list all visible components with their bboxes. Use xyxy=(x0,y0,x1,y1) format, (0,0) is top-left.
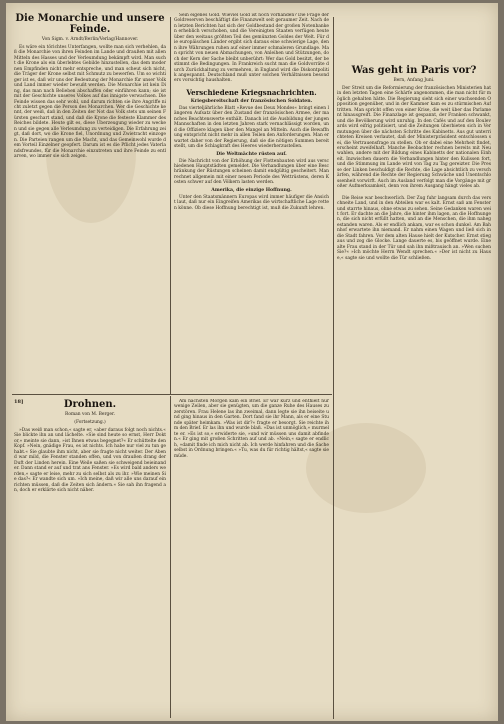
serial-continued: (Fortsetzung.) xyxy=(74,420,106,425)
serial-byline: Roman von M. Berger. xyxy=(65,412,115,417)
serial-body: Die Reise war beschwerlich. Der Zug fuhr langsam durch das verschneite Land, und in den Abteilen war es kalt. Ernst saß am Fenster und starrte hinaus, ohne etwas zu sehen. Seine Gedanken waren weit fort. Er dachte an die Jahre, die hinter ihm lagen, an die Hoffnungen, die sich nicht erfüllt hatten, und an die Menschen, die ihm nahegestanden waren. Als er endlich ankam, war es schon dunkel. Am Bahnhof erwartete ihn niemand. Er nahm einen Wagen und ließ sich in die Stadt fahren. Vor dem alten Hause hielt der Kutscher. Ernst stieg aus und zog die Glocke. Lange dauerte es, bis geöffnet wurde. Eine alte Frau stand in der Tür und sah ihn mißtrauisch an. »Wen suchen Sie?« »Ich möchte Herrn Wendt sprechen.« »Der ist nicht zu Hause,« sagte sie und wollte die Tür schließen. xyxy=(337,195,491,261)
article-body: Sein eigenes Gold. Wieviel Gold ist noch vorhanden? Die Frage der Goldreserven beschäftigt die Finanzwelt seit geraumer Zeit. Nach den letzten Berichten hat sich der Goldbestand der großen Notenbanken erheblich verschoben, und die Vereinigten Staaten verfügen heute über den weitaus größten Teil des gemünzten Goldes der Welt. Für die europäischen Länder ergibt sich daraus eine schwierige Lage, denn ihre Währungen ruhen auf einer immer schmaleren Grundlage. Man spricht von neuen Abmachungen, von Anleihen und Stützungen, doch der Kern der Sache bleibt unberührt: Wer das Gold besitzt, der bestimmt die Bedingungen. In Frankreich sucht man die Goldvorräte durch Zurückhaltung zu vermehren, in England wird die Diskontpolitik angespannt. Deutschland muß unter solchen Verhältnissen besonders vorsichtig haushalten. xyxy=(174,13,329,84)
serial-body: Am nächsten Morgen kam ein Brief. Er war kurz und enthielt nur wenige Zeilen, aber sie genügten, um die ganze Ruhe des Hauses zu zerstören. Frau Helene las ihn zweimal, dann legte sie ihn beiseite und ging hinaus in den Garten. Dort fand sie ihr Mann, als er eine Stunde später heimkam. »Was ist dir?« fragte er besorgt. Sie reichte ihm den Brief. Er las ihn und wurde blaß. »Das ist unmöglich,« murmelte er. »Es ist so,« erwiderte sie, »und wir müssen uns damit abfinden.« Er ging mit großen Schritten auf und ab. »Nein,« sagte er endlich, »damit finde ich mich nicht ab. Ich werde hinfahren und die Sache selbst in Ordnung bringen.« »Tu, was du für richtig hältst,« sagte sie müde. xyxy=(174,399,329,459)
article-byline: Von Sigm. v. Arndt/Berlin/Verlag/Hannover. xyxy=(41,37,139,42)
serial-drohnen-cont xyxy=(174,399,329,717)
article-headline: Was geht in Paris vor? xyxy=(351,65,477,76)
article-byline: Bern, Anfang Juni. xyxy=(393,78,435,83)
column-rule xyxy=(170,396,171,718)
article-paris xyxy=(337,13,491,715)
article-kicker: Die Weltmächte rüsten auf. xyxy=(216,151,287,157)
section-rule xyxy=(12,394,332,395)
newspaper-page xyxy=(6,3,498,721)
article-body: Die Nachricht von der Erhöhung der Flottenbauten wird aus verschiedenen Hauptstädten gemeldet. Die Verhandlungen über eine Beschränkung der Rüstungen scheinen damit endgültig gescheitert. Man rechnet allgemein mit einer neuen Periode des Wettrüstens, deren Kosten schwer auf den Völkern lasten werden. xyxy=(174,158,329,186)
serial-headline: Drohnen. xyxy=(63,399,117,410)
serial-number: 18] xyxy=(14,399,24,405)
serial-body: »Das weiß man schon,« sagte er, »aber daraus folgt noch nichts.« Sie blickte ihn an und lächelte. »Sie sind heute so ernst, Herr Doktor,« meinte sie dann, »ist Ihnen etwas begegnet?« Er schüttelte den Kopf. »Nein, gnädige Frau, es ist nichts. Ich habe nur viel zu tun gehabt.« Sie glaubte ihm nicht, aber sie fragte nicht weiter. Der Abend war mild, die Fenster standen offen, und von draußen drang der Duft der Linden herein. Eine Weile saßen sie schweigend beieinander. Dann stand er auf und trat ans Fenster. »Es wird bald anders werden,« sagte er leise, mehr zu sich selbst als zu ihr. »Wie meinen Sie das?« Er wandte sich um. »Ich meine, daß wir alle uns darauf einrichten müssen, daß die Zeiten sich ändern.« Sie sah ihn fragend an, doch er erklärte sich nicht näher. xyxy=(14,428,166,493)
column-rule xyxy=(333,17,334,719)
serial-drohnen xyxy=(14,399,166,717)
article-body: Unter den Staatsmännern Europas wird immer häufiger die Ansicht laut, daß nur ein Eingreifen Amerikas die wirtschaftliche Lage retten könne. Ob diese Hoffnung berechtigt ist, muß die Zukunft lehren. xyxy=(174,194,329,211)
article-headline: Verschiedene Kriegsnachrichten. xyxy=(186,87,317,97)
article-body: Der Streit um die Reformierung der französischen Ministerien hat in den letzten Tagen eine Schärfe angenommen, die man nicht für möglich gehalten hätte. Die Regierung sieht sich einer wachsenden Opposition gegenüber, und in der Kammer kam es zu stürmischen Auftritten. Man spricht offen von einer Krise, die weit über das Parlament hinausgreift. Die Finanzlage ist gespannt, der Franken schwankt, und die Bevölkerung wird unruhig. In den Cafés und auf den Boulevards wird eifrig politisiert, und die Zeitungen überbieten sich in Vermutungen über die nächsten Schritte des Kabinetts. Aus gut unterrichteten Kreisen verlautet, daß der Ministerpräsident entschlossen sei, die Vertrauensfrage zu stellen. Ob er dabei eine Mehrheit findet, erscheint zweifelhaft. Manche Beobachter rechnen bereits mit Neuwahlen, andere mit der Bildung eines Kabinetts der nationalen Einheit. Inzwischen dauern die Verhandlungen hinter den Kulissen fort, und die Stimmung im Lande wird von Tag zu Tag gereizter. Die Presse der Linken beschuldigt die Rechte, die Lage absichtlich zu verschärfen, während die Rechte der Regierung Schwäche und Unentschlossenheit vorwirft. Auch im Ausland verfolgt man die Vorgänge mit großer Aufmerksamkeit, denn von ihrem Ausgang hängt vieles ab. xyxy=(337,86,491,190)
article-headline: Die Monarchie und unsere Feinde. xyxy=(15,13,165,35)
article-kicker: Amerika, die einzige Hoffnung. xyxy=(211,187,292,193)
article-body: Das vierteljährliche Blatt »Revue des Deux Mondes« bringt einen längeren Aufsatz über den Zustand der französischen Armee, der manches Beachtenswerte enthält. Danach ist die Ausbildung der jungen Mannschaften in den letzten Jahren stark vernachlässigt worden, und die Offiziere klagen über den Mangel an Mitteln. Auch die Bewaffnung entspricht nicht mehr in allen Teilen den Anforderungen. Man erwartet daher von der Regierung, daß sie die nötigen Summen bereitstellt, um die Schlagkraft des Heeres wiederherzustellen. xyxy=(174,105,329,150)
article-kicker: Kriegsbereitschaft der französischen Soldaten. xyxy=(190,98,313,104)
column-middle-top xyxy=(174,13,329,391)
article-body: Es wäre ein törichtes Unterfangen, wollte man sich verhehlen, daß die Monarchie von ihren Feinden im Lande und draußen mit allen Mitteln des Hasses und der Verleumdung bekämpft wird. Man sucht die Krone als ein überlebtes Gebilde hinzustellen, das dem modernen Empfinden nicht mehr entspreche, und man scheut sich nicht, die Träger der Krone selbst mit Schmutz zu bewerfen. Um so wichtiger ist es, daß wir uns der Bedeutung der Monarchie für unser Volk und Land immer wieder bewußt werden. Die Monarchie ist kein Ding, das man nach Belieben abschaffen oder einführen kann; sie ist mit der Geschichte unseres Volkes auf das innigste verwachsen. Die Feinde wissen das sehr wohl, und darum richten sie ihre Angriffe nicht zuletzt gegen die Person des Monarchen. Wer die Geschichte kennt, der weiß, daß in den Zeiten der Not das Volk stets um seinen Fürsten geschart stand, und daß die Krone die festeste Klammer des Reiches bildete. Heute gilt es, diese Überzeugung wieder zu wecken und sie gegen alle Verleumdung zu verteidigen. Die Erfahrung zeigt, daß dort, wo die Krone fiel, Unordnung und Zwietracht einzogen. Die Parteien rangen um die Macht, und das Gemeinwohl wurde dem Vorteil Einzelner geopfert. Darum ist es die Pflicht jedes Vaterlandsfreundes, für die Monarchie einzutreten und ihre Feinde zu entlarven, wo immer sie sich zeigen. xyxy=(14,45,166,160)
column-rule xyxy=(170,17,171,395)
article-monarchie xyxy=(14,13,166,391)
